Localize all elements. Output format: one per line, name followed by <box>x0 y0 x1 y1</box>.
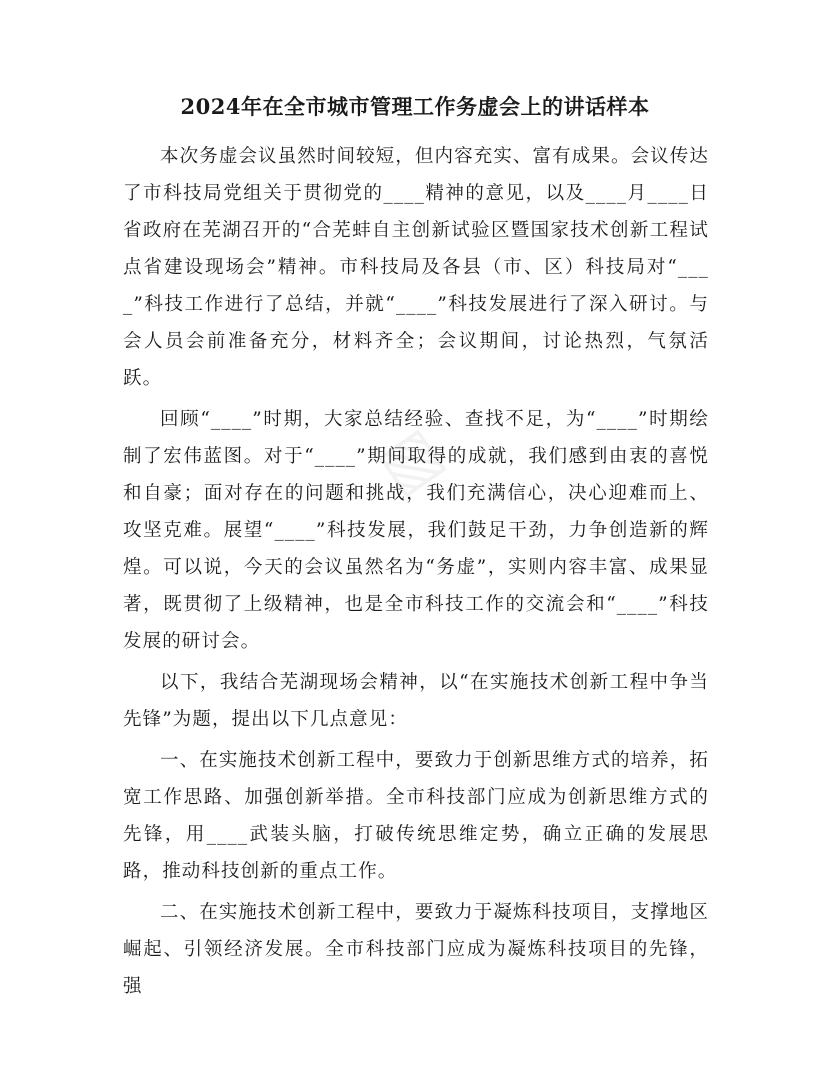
paragraph-4: 一、在实施技术创新工程中，要致力于创新思维方式的培养，拓宽工作思路、加强创新举措。全市科技部门应成为创新思维方式的先锋，用____武装头脑，打破传统思维定势，确立正确的发展思路，推动科技创新的重点工作。 <box>123 750 709 882</box>
paragraph-3: 以下，我结合芜湖现场会精神，以“在实施技术创新工程中争当先锋”为题，提出以下几点意见： <box>123 672 709 730</box>
watermark: ▧ <box>364 412 456 508</box>
paragraph-2: 回顾“____”时期，大家总结经验、查找不足，为“____”时期绘制了宏伟蓝图。对于“____”期间取得的成就，我们感到由衷的喜悦和自豪；面对存在的问题和挑战，我们充满信心，决心迎难而上、攻坚克难。展望“____”科技发展，我们鼓足干劲，力争创造新的辉煌。可以说，今天的会议虽然名为“务虚”，实则内容丰富、成果显著，既贯彻了上级精神，也是全市科技工作的交流会和“____”科技发展的研讨会。 <box>123 409 709 652</box>
paragraph-1: 本次务虚会议虽然时间较短，但内容充实、富有成果。会议传达了市科技局党组关于贯彻党的____精神的意见，以及____月____日省政府在芜湖召开的“合芜蚌自主创新试验区暨国家技术创新工程试点省建设现场会”精神。市科技局及各县（市、区）科技局对“____”科技工作进行了总结，并就“____”科技发展进行了深入研讨。与会人员会前准备充分，材料齐全；会议期间，讨论热烈，气氛活跃。 <box>123 146 709 389</box>
document-body <box>123 138 709 1009</box>
page-title: 2024年在全市城市管理工作务虚会上的讲话样本 <box>180 94 650 119</box>
paragraph-5: 二、在实施技术创新工程中，要致力于凝炼科技项目，支撑地区崛起、引领经济发展。全市科技部门应成为凝炼科技项目的先锋，强 <box>123 902 709 997</box>
